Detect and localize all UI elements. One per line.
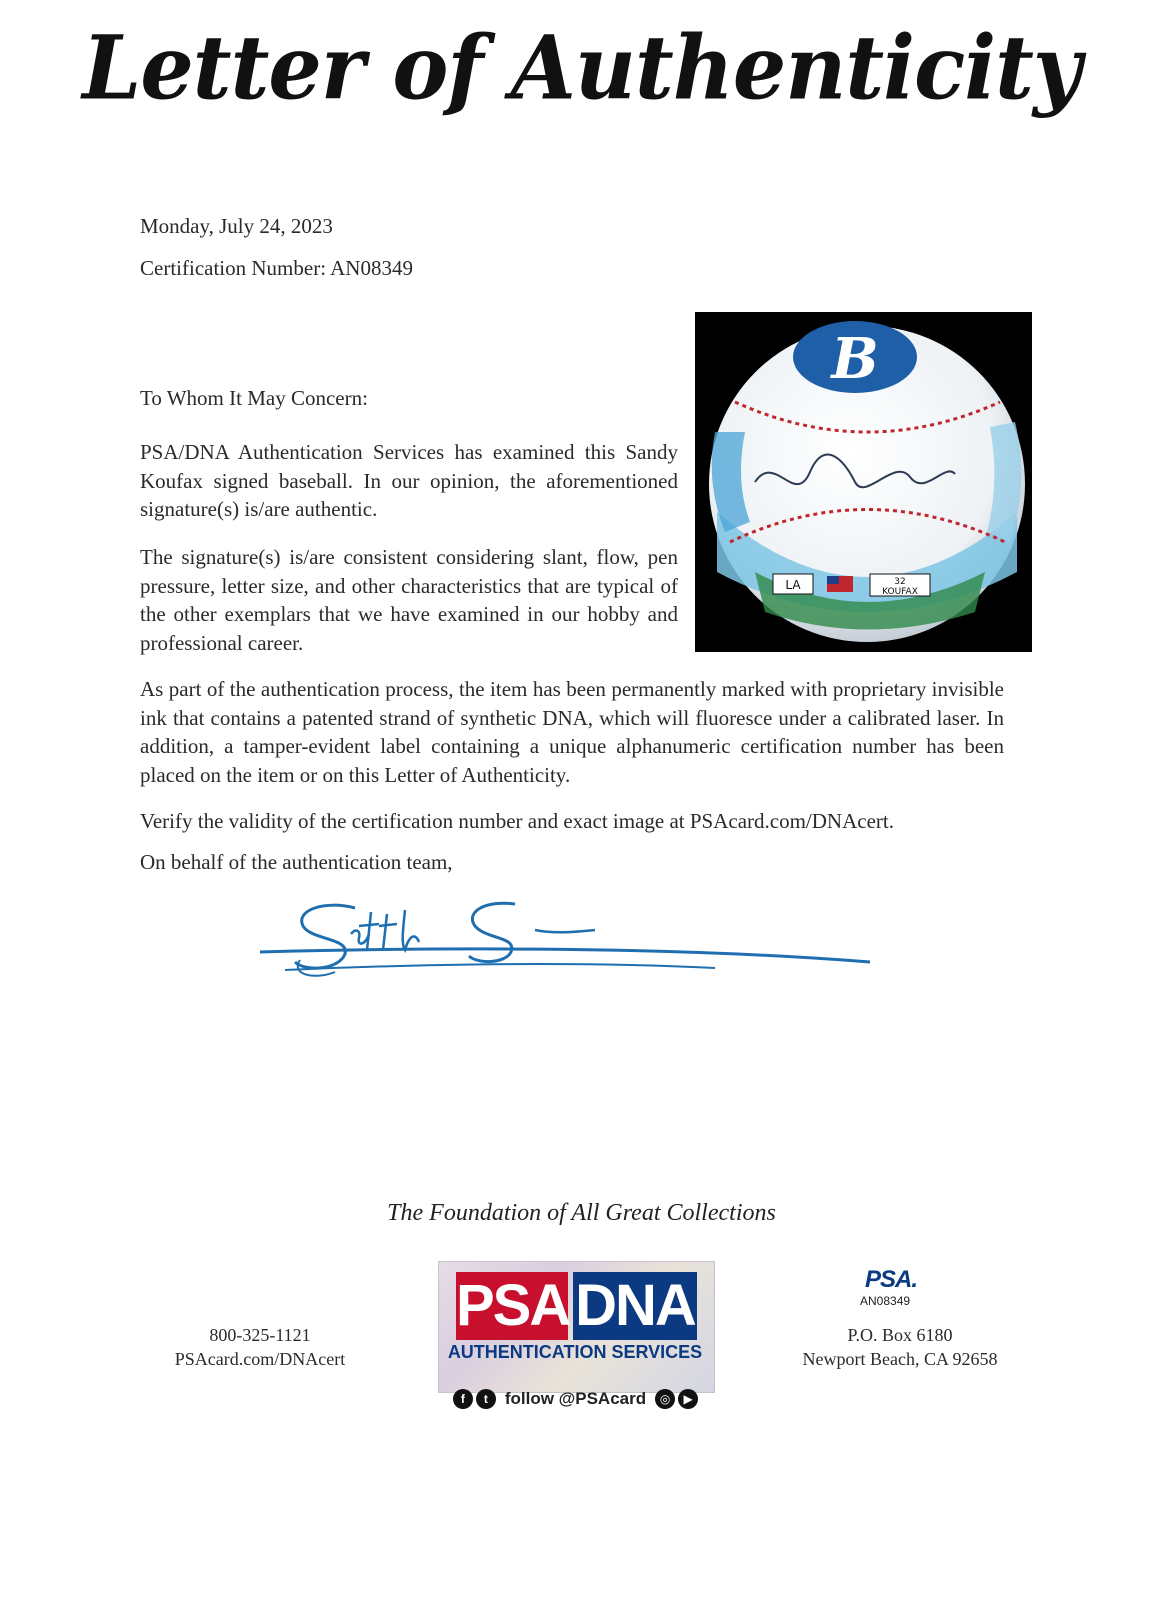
phone-number: 800-325-1121 bbox=[209, 1325, 311, 1345]
po-box: P.O. Box 6180 bbox=[847, 1325, 953, 1345]
contact-right bbox=[790, 1323, 1010, 1371]
ball-tag-right-name: KOUFAX bbox=[882, 587, 918, 597]
psa-label-cert: AN08349 bbox=[860, 1294, 911, 1308]
page-title: Letter of Authenticity bbox=[82, 15, 1081, 120]
paragraph-consistency: The signature(s) is/are consistent considering slant, flow, pen pressure, letter size, and other characteristics that are typical of the other exemplars that we have examined in our hobby and professional career. bbox=[140, 545, 678, 655]
paragraph-verify: Verify the validity of the certification number and exact image at PSAcard.com/DNAcert. bbox=[140, 809, 894, 833]
psa-label-brand: PSA. bbox=[865, 1266, 918, 1293]
social-follow-row bbox=[438, 1384, 713, 1414]
salutation: To Whom It May Concern: bbox=[140, 386, 368, 410]
city-address: Newport Beach, CA 92658 bbox=[802, 1349, 998, 1369]
ball-tag-right-number: 32 bbox=[894, 577, 906, 587]
contact-left bbox=[150, 1323, 370, 1371]
paragraph-dna-marking: As part of the authentication process, the item has been permanently marked with proprietary invisible ink that contains a patented strand of synthetic DNA, which will fluoresce under a calibrated laser. In addition, a tamper-evident label containing a unique alphanumeric certification number has been placed on the item or on this Letter of Authenticity. bbox=[140, 677, 1004, 787]
twitter-icon: t bbox=[476, 1389, 496, 1409]
baseball-photo bbox=[695, 312, 1032, 652]
authenticator-signature bbox=[255, 890, 905, 1040]
tagline: The Foundation of All Great Collections bbox=[387, 1200, 776, 1226]
closing-line: On behalf of the authentication team, bbox=[140, 850, 453, 874]
dna-logo: DNA bbox=[573, 1272, 697, 1340]
ball-tag-left: LA bbox=[785, 578, 801, 592]
follow-handle: follow @PSAcard bbox=[504, 1389, 647, 1408]
letter-date: Monday, July 24, 2023 bbox=[140, 214, 333, 238]
facebook-icon: f bbox=[453, 1389, 473, 1409]
paragraph-examination: PSA/DNA Authentication Services has examined this Sandy Koufax signed baseball. In our opinion, the aforementioned signature(s) is/are authentic. bbox=[140, 440, 678, 521]
certification-number: Certification Number: AN08349 bbox=[140, 256, 413, 280]
svg-text:B: B bbox=[831, 326, 879, 392]
psa-logo: PSA bbox=[456, 1273, 570, 1338]
logo-subtitle: AUTHENTICATION SERVICES bbox=[447, 1342, 703, 1362]
instagram-icon: ◎ bbox=[655, 1389, 675, 1409]
website-link: PSAcard.com/DNAcert bbox=[174, 1349, 346, 1369]
youtube-icon: ▶ bbox=[678, 1389, 698, 1409]
